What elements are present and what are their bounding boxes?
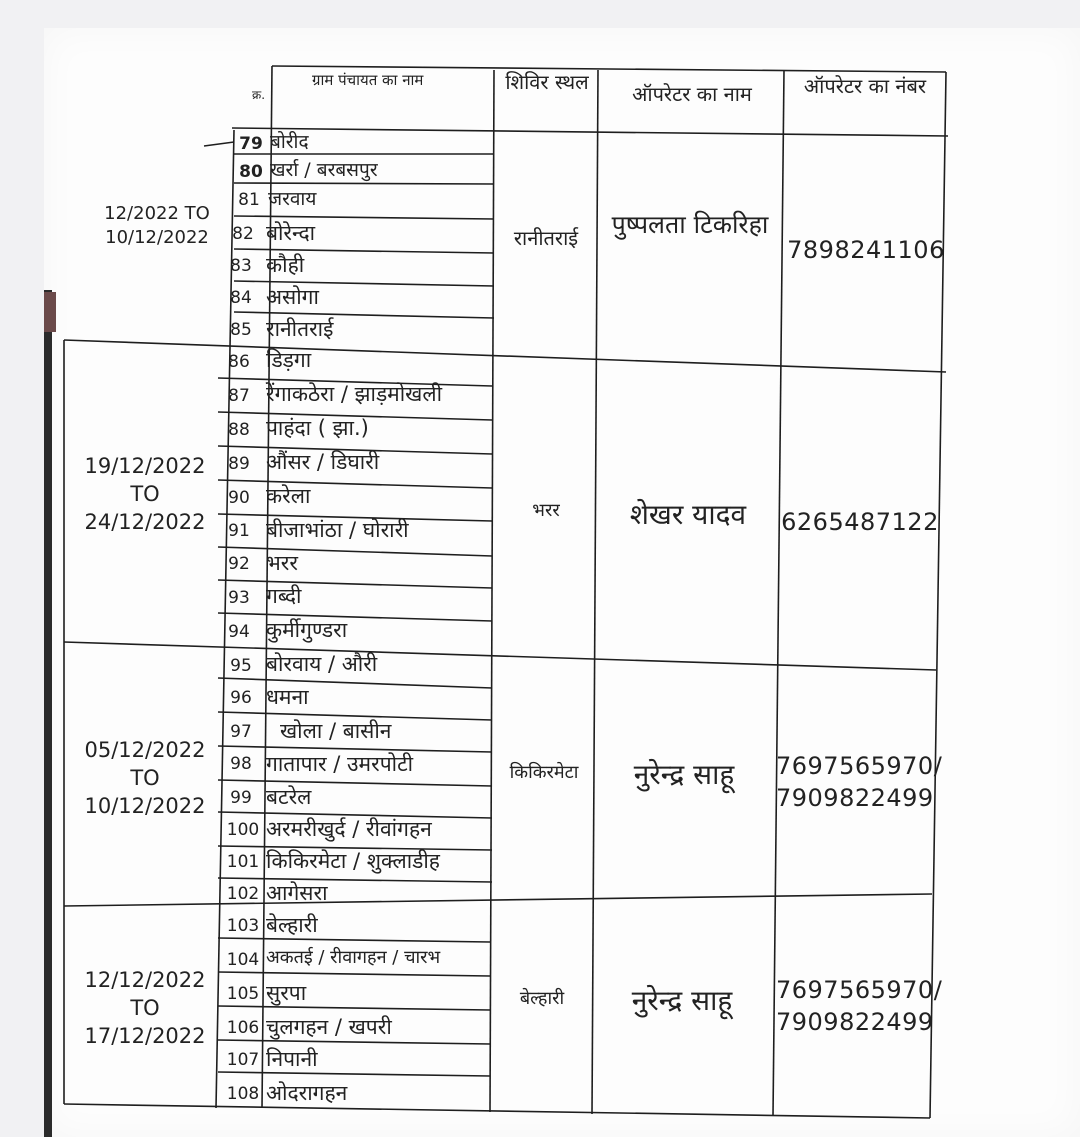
row-village: गब्दी: [266, 584, 302, 608]
row-village: कौही: [266, 253, 305, 277]
row-serial: 103: [226, 916, 260, 936]
row-serial: 108: [226, 1084, 260, 1104]
row-village: गातापार / उमरपोटी: [266, 752, 414, 776]
header-operator-name: ऑपरेटर का नाम: [632, 82, 752, 106]
row-serial: 95: [230, 656, 252, 676]
row-serial: 99: [230, 788, 252, 808]
header-village-name: ग्राम पंचायत का नाम: [312, 71, 424, 89]
row-serial: 106: [226, 1018, 260, 1038]
row-village: रानीतराई: [266, 317, 334, 341]
group-date: 12/2022 TO 10/12/2022: [104, 203, 210, 248]
operator-name: पुष्पलता टिकरिहा: [611, 210, 769, 239]
row-village: अकतई / रीवागहन / चारभ: [266, 947, 441, 968]
operator-name: नुरेन्द्र साहू: [633, 758, 735, 791]
header-camp-site: शिविर स्थल: [505, 70, 589, 94]
page-edge-corner: [44, 292, 56, 332]
row-village: करेला: [266, 484, 311, 508]
row-serial: 96: [230, 688, 252, 708]
row-village: खर्रा / बरबसपुर: [270, 159, 378, 181]
row-serial: 104: [226, 950, 260, 970]
row-serial: 83: [230, 256, 252, 276]
row-serial: 100: [226, 820, 260, 840]
row-serial: 101: [226, 852, 260, 872]
row-village: किकिरमेटा / शुक्लाडीह: [266, 849, 440, 873]
row-village: सुरपा: [266, 981, 307, 1005]
row-serial: 82: [232, 224, 254, 244]
row-village: धमना: [266, 685, 309, 709]
header-operator-number: ऑपरेटर का नंबर: [803, 74, 927, 98]
operator-name: नुरेन्द्र साहू: [631, 984, 733, 1017]
row-serial: 79: [239, 134, 263, 154]
camp-site: बेल्हारी: [519, 988, 565, 1009]
camp-site: रानीतराई: [513, 226, 579, 250]
row-serial: 90: [228, 488, 250, 508]
camp-site: किकिरमेटा: [509, 762, 579, 783]
row-serial: 107: [226, 1050, 260, 1070]
row-village: रेंगाकठेरा / झाड़मोखली: [266, 382, 443, 406]
row-serial: 93: [228, 588, 250, 608]
row-village: चुलगहन / खपरी: [266, 1015, 392, 1039]
header-serial: क्र.: [252, 88, 266, 102]
operator-phone: 7697565970/ 7909822499: [776, 976, 943, 1036]
row-village: बोरवाय / औरी: [266, 652, 378, 676]
row-village: भरर: [266, 551, 298, 575]
group-date: 12/12/2022 TO 17/12/2022: [84, 968, 206, 1048]
operator-phone: 7898241106: [787, 236, 945, 264]
row-village: औंसर / डिघारी: [266, 450, 380, 474]
row-village: आगेसरा: [266, 881, 328, 905]
page-edge-shadow: [44, 290, 52, 1137]
camp-site: भरर: [532, 500, 560, 521]
row-serial: 88: [228, 420, 250, 440]
operator-phone: 6265487122: [781, 508, 939, 536]
row-village: डिड़गा: [266, 348, 312, 372]
row-serial: 86: [228, 352, 250, 372]
operator-phone: 7697565970/ 7909822499: [776, 752, 943, 812]
row-serial: 98: [230, 754, 252, 774]
row-village: बोरीद: [270, 131, 309, 153]
group-date: 19/12/2022 TO 24/12/2022: [84, 454, 206, 534]
row-serial: 80: [239, 162, 263, 182]
row-serial: 81: [238, 190, 260, 210]
row-serial: 91: [228, 521, 250, 541]
row-village: बेल्हारी: [266, 913, 318, 937]
row-serial: 92: [228, 554, 250, 574]
row-serial: 85: [230, 320, 252, 340]
row-village: ओदरागहन: [266, 1081, 348, 1105]
row-village: बटरेल: [266, 785, 312, 809]
operator-name: शेखर यादव: [629, 498, 747, 531]
row-village: निपानी: [266, 1047, 318, 1071]
row-village: खोला / बासीन: [280, 719, 392, 743]
row-serial: 89: [228, 454, 250, 474]
row-serial: 97: [230, 722, 252, 742]
row-serial: 94: [228, 622, 250, 642]
row-village: अरमरीखुर्द / रीवांगहन: [266, 817, 432, 841]
row-village: असोगा: [266, 285, 319, 309]
row-village: कुर्मीगुण्डरा: [266, 618, 348, 642]
row-serial: 102: [226, 884, 260, 904]
row-village: बीजाभांठा / घोरारी: [266, 518, 409, 542]
group-date: 05/12/2022 TO 10/12/2022: [84, 738, 206, 818]
row-village: बोरेन्दा: [266, 221, 316, 245]
row-village: जरवाय: [268, 188, 317, 210]
row-serial: 105: [226, 984, 260, 1004]
row-serial: 87: [228, 386, 250, 406]
row-village: पाहंदा ( झा.): [266, 416, 369, 440]
row-serial: 84: [230, 288, 252, 308]
